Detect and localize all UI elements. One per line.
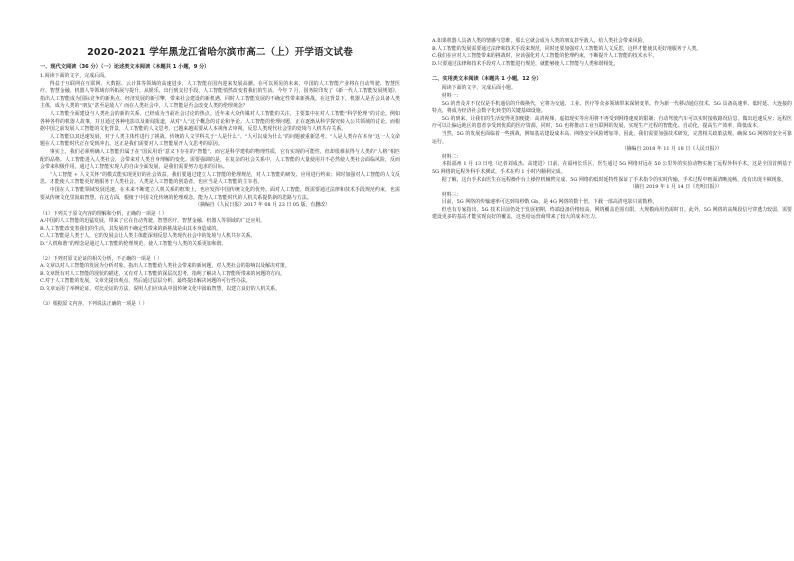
question-1-option: C.人工智能是人类于人，它的发展会让人类主体能深刻反思人类现代社会中的处境与人机共存关系。 xyxy=(40,233,256,240)
question-2-stem: （2）下列对原文论证的相关分析，不正确的一项是（ ） xyxy=(40,255,163,262)
material-2-source: （摘自 2019 年 1 月 14 日《光明日报》） xyxy=(629,184,722,191)
material-3-label: 材料三： xyxy=(441,191,462,198)
question-2-option: D.文章运用了举例论证、对比论证的方法，说明人们应该从中国传统文化中汲取智慧，以建立良好的人机关系。 xyxy=(40,286,281,293)
material-paragraph: 5G 的普及并不仅仅是手机通信的升级换代，它将为交通、工业、医疗等众多领域带来深刻变革。作为新一代移动通信技术，5G 具备高速率、低时延、大连接的特点，将成为经济社会数字化转型的关键基础设施。 xyxy=(432,100,792,115)
passage-paragraph: 中国在人工智能领域发展迅速，在未来不断建立人机关系的框架上，也应发挥中国传统文化的优势。面对人工智能，既需要通过法律和技术手段规范约束，也需要从传统文化里汲取智慧。在这方面，根植于中国文化传统的伦理观念，能为人工智能时代的人机关系提供新的思路与方法。 xyxy=(40,186,400,201)
material-paragraph: 当然，5G 的发展也面临着一些挑战，例如基站建设成本高、网络安全风险增加等。因此，我们需要加强技术研发，完善相关政策法规，确保 5G 网络的安全可靠运行。 xyxy=(432,130,792,145)
material-1-label: 材料一： xyxy=(441,92,462,99)
passage-paragraph: 得益于互联网在互联网、大数据、云计算等领域的高速进步，人工智能在国内迎来发展高潮。在可以预见的未来，中国的人工智能产业将在自动驾驶、智慧医疗、智慧金融、机器人等领域有所拓展与提升。从娱乐、出行到支付手段，人工智能悄然改变着我们的生活。今年 7 月，国务院印发了《新一代人工智能发展规划》，指出人工智能成为国际竞争的新焦点、经济发展的新引擎，带来社会建设的新机遇，同时人工智能发展的不确定性带来新挑战。在这背景下，机器人是否会具备人类主体，成为人类的“朋友”甚至是敌人？而在人类社会中，人工智能是否会改变人类的伦理观念？ xyxy=(40,80,400,110)
section-1-heading: 一、现代文阅读（36 分）（一）论述类文本阅读（本题共 1 小题，9 分） xyxy=(40,64,210,70)
material-2-label: 材料二： xyxy=(441,153,462,160)
material-paragraph: 目前，5G 网络的传输速率可达到每秒数 Gb，是 4G 网络的数十倍，下载一部高清电影只需数秒。 xyxy=(441,199,658,206)
question-1-stem: （1）下列关于原文内容的理解和分析，正确的一项是（ ） xyxy=(40,210,167,217)
question-3-option: D.只要通过法律和技术手段对人工智能进行规范，就能够使人工智能与人类和谐相处。 xyxy=(432,60,619,67)
question-2-option: B.文章既有对人工智能的现状的描述，又有对人工智能的深层次思考，指明了解决人工智能所带来的问题的方向。 xyxy=(40,270,285,277)
right-column xyxy=(432,38,792,222)
passage-source: （摘编自《人民日报》2017 年 08 月 23 日 05 版，有删改） xyxy=(195,202,330,209)
passage-paragraph: 事实上，我们必须明确人工智能归属于在“国民用语”意义下存在的“智能”，而它是科学建构的物理性质，它有实现的可能性，但却很难获得与人类的“人格”相匹配的品格。人工智能进入人类社会，会带来对人类自身理解的变化。需要强调的是，在复杂的社会关系中，人工智能的大量使用并不必然使人类社会面临风险，反而会带来积极作用。通过人工智能实现人的自由全面发展，是我们需要努力追求的目标。 xyxy=(40,148,400,171)
passage-paragraph: “人工智能 + 人文关怀”的模式能实现更好的社会效益。我们要通过建立人工智能的伦理规范，对人工智能的研发、应用进行约束；同时加强对人工智能的人文反思，才能使人工智能更好地服务于人类社会。人类是人工智能的创造者，也应当是人工智能的主宰者。 xyxy=(40,171,400,186)
material-paragraph: 据了解，这台手术由医生在远程操作台上操控机械臂完成，5G 网络的低时延特性保证了手术指令的实时传输，手术过程中画面清晰流畅，没有出现卡顿现象。 xyxy=(441,176,787,183)
material-paragraph: 5G 的到来，让我们的生活变得更加便捷：高清视频、虚拟现实等应用将不再受到网络速度的限制；自动驾驶汽车可以实时接收路况信息，做出迅速反应；远程医疗可以让偏远地区的患者享受到优质的医疗资源。同时，5G 也将推动工业互联网的发展，实现生产过程的智能化、自动化，提高生产效率，降低成本。 xyxy=(432,115,792,130)
question-3-option: B.人工智能的发展需要通过法律和技术手段来规范，同时还要加强对人工智能的人文反思，这样才能使其更好地服务于人类。 xyxy=(432,45,702,52)
question-2-option: C.对于人工智能的发展，文章先提出观点，然后通过层层分析，最终提出解决问题的可行性办法。 xyxy=(40,278,251,285)
question-3-option: C.我们在应对人工智能带来的挑战时，应该强化对人工智能的伦理约束，不断提升人工智能的技术水平。 xyxy=(432,53,658,60)
question-3-stem: （3）根据原文内容，下列说法正确的一项是（ ） xyxy=(40,300,148,307)
q1-intro: 1.阅读下面的文字，完成后面。 xyxy=(40,73,109,79)
question-2-option: A.文章以对人工智能的发展为分析对象，指出人工智能给人类社会带来的新问题，对人类社会的影响以及解决对策。 xyxy=(40,263,290,270)
passage-paragraph: 人工智能全面建设与人类社会的新的关系，已经成为当前社会讨论的热点。近年来大众传媒对人工智能的关注，主要集中在对人工智能“科学伦理”的讨论。例如各种各样的机器人故事，并且通过各种电影以及新闻报道，从对“人”这个概念的讨论和争论。人工智能的伦理问题，正在逐渐从科学探究转入公共领域的讨论。而根据中国之前发展人工智能的文化背景，人工智能的人文思考，已越来越需要从人本视角去审视、反思人类现代社会里的处境与人机共存关系。 xyxy=(40,110,400,133)
q4-intro: 阅读下面的文字，完成后面小题。 xyxy=(441,85,516,92)
page-title: 2020-2021 学年黑龙江省哈尔滨市高二（上）开学语文试卷 xyxy=(87,47,353,58)
question-3-option: A.如果机器人具备人类的情感与思维，那么它就会成为人类的朋友甚至敌人，给人类社会带来风险。 xyxy=(432,38,648,44)
material-paragraph: 本报福州 1 月 13 日电（记者刘成杰、高建进）日前，在福州长乐区，医生通过 5G 网络对远在 50 公里外的实验动物实施了远程外科手术。这是全国首例基于 5G 网络的远程外科手术测试，手术在约 1 小时内顺利完成。 xyxy=(432,161,792,175)
section-2-heading: 二、实用类文本阅读（本题共 1 小题，12 分） xyxy=(432,76,542,83)
question-1-option: D.“人机和谐”的理念是通过人工智能的伦理规范，使人工智能与人类的关系更加和谐。 xyxy=(40,241,227,248)
question-1-option: B.人工智能改变着我们的生活，其发展的不确定性带来的新挑战是由其本身造成的。 xyxy=(40,225,222,232)
material-1-source: （摘编自 2018 年 11 月 18 日《人民日报》） xyxy=(621,146,722,153)
material-paragraph: 但也有专家指出，5G 技术目前仍处于发展初期，终端设备价格较高，网络覆盖范围有限，大规模商用仍需时日。此外，5G 网络的高频段信号穿透力较弱，需要建设更多的基站才能实现良好的覆盖，这也给运营商带来了较大的成本压力。 xyxy=(432,206,792,221)
question-1-option: A.中国的人工智能的迅猛发展，带来了它在自动驾驶、智慧医疗、智慧金融、机器人等领域的广泛应用。 xyxy=(40,218,266,225)
left-column xyxy=(40,0,400,308)
passage-paragraph: 人工智能以其迅速发展，对于人类主体性进行了挑战。传统的人文学科关于“人是什么”、“人可以成为什么”的问题被重新思考。“人是人类存在本身”这一人文命题在人工智能时代正在受到冲击。这正是我们需要对人工智能展开人文思考的原因。 xyxy=(40,133,400,148)
